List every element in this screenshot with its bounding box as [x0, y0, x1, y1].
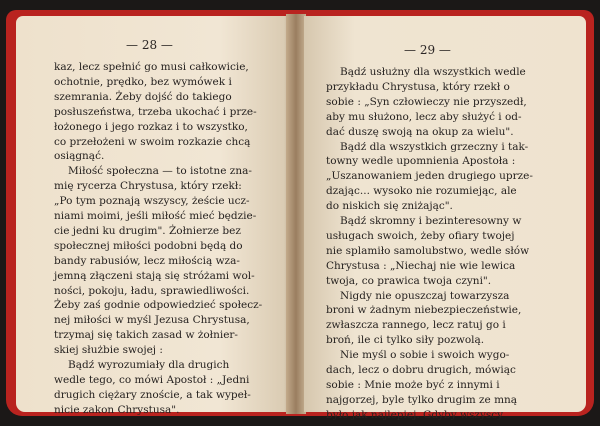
text-line: co przełożeni w swoim rozkazie chcą [54, 135, 251, 148]
text-line: dach, lecz o dobru drugich, mówiąc [326, 364, 516, 376]
text-line: zwłaszcza rannego, lecz ratuj go i [326, 319, 506, 332]
text-line: Bądź usłużny dla wszystkich wedle [340, 66, 526, 78]
text-line: usługach swoich, żeby ofiary twojej [326, 229, 515, 242]
text-line: ochotnie, prędko, bez wymówek i [54, 75, 232, 88]
text-line: towny wedle upomnienia Apostoła : [326, 155, 516, 168]
text-line: dzając... wysoko nie rozumiejąc, ale [326, 185, 517, 198]
text-line: „Po tym poznają wszyscy, żeście ucz- [54, 195, 250, 208]
text-line: najgorzej, byle tylko drugim ze mną [326, 393, 518, 406]
left-page [16, 16, 288, 416]
text-line: Nie myśl o sobie i swoich wygo- [340, 349, 510, 362]
text-line: posłuszeństwa, trzeba ukochać i prze- [54, 105, 257, 118]
text-line: trzymaj się takich zasad w żołnier- [54, 329, 238, 342]
text-line: cie jedni ku drugim". Żołnierze bez [54, 224, 241, 237]
text-line: Żeby zaś godnie odpowiedzieć społecz- [54, 299, 263, 312]
text-line: ności, pokoju, ładu, sprawiedliwości. [54, 284, 250, 297]
text-line: Bądź wyrozumiały dla drugich [68, 359, 230, 371]
text-line: łożonego i jego rozkaz i to wszystko, [54, 120, 248, 133]
text-line: broni w żadnym niebezpieczeństwie, [326, 304, 522, 317]
text-line: Bądź skromny i bezinteresowny w [340, 215, 522, 227]
text-line: Nigdy nie opuszczaj towarzysza [340, 289, 510, 302]
text-line: sobie : Mnie może być z innymi i [326, 378, 500, 391]
text-line: wedle tego, co mówi Apostoł : „Jedni [54, 373, 250, 386]
right-page [304, 16, 586, 421]
text-line: mię rycerza Chrystusa, który rzekł: [54, 180, 242, 193]
text-line: drugich ciężary znoście, a tak wypeł- [54, 388, 251, 401]
text-line: skiej służbie swojej : [54, 344, 163, 357]
text-line: bandy rabusiów, lecz miłością wza- [54, 254, 240, 267]
text-line: przykładu Chrystusa, który rzekł o [326, 80, 510, 93]
text-line: osiągnąć. [54, 150, 105, 163]
text-line: nej miłości w myśl Jezusa Chrystusa, [54, 314, 250, 327]
text-line: społecznej miłości podobni będą do [54, 239, 243, 252]
book-gutter [286, 14, 306, 414]
text-line: broń, ile ci tylko siły pozwolą. [326, 334, 485, 347]
text-line: jemną złączeni stają się stróżami wol- [54, 269, 255, 282]
text-line: niami moimi, jeśli miłość mieć będzie- [54, 210, 257, 222]
text-line: sobie : „Syn człowieczy nie przyszedł, [326, 95, 527, 108]
text-line: aby mu służono, lecz aby służyć i od- [326, 110, 522, 123]
text-line: „Uszanowaniem jeden drugiego uprze- [326, 170, 533, 183]
text-line: szemrania. Żeby dojść do takiego [54, 90, 232, 103]
text-line: Bądź dla wszystkich grzeczny i tak- [340, 140, 529, 153]
left-page-number: — 28 — [126, 38, 173, 52]
text-line: nie splamiło samolubstwo, wedle słów [326, 244, 530, 257]
right-page-number: — 29 — [404, 43, 451, 57]
text-line: było jak najlepiej. Gdyby wszyscy [326, 408, 504, 421]
text-line: nicie zakon Chrystusa". [54, 403, 180, 416]
text-line: do niskich się zniżając". [326, 200, 453, 213]
text-line: Chrystusa : „Niechaj nie wie lewica [326, 259, 516, 272]
text-line: Miłość społeczna — to istotne zna- [68, 165, 252, 178]
text-line: twoja, co prawica twoja czyni". [326, 274, 492, 287]
text-line: kaz, lecz spełnić go musi całkowicie, [54, 61, 249, 73]
text-line: dać duszę swoją na okup za wielu". [326, 125, 514, 138]
